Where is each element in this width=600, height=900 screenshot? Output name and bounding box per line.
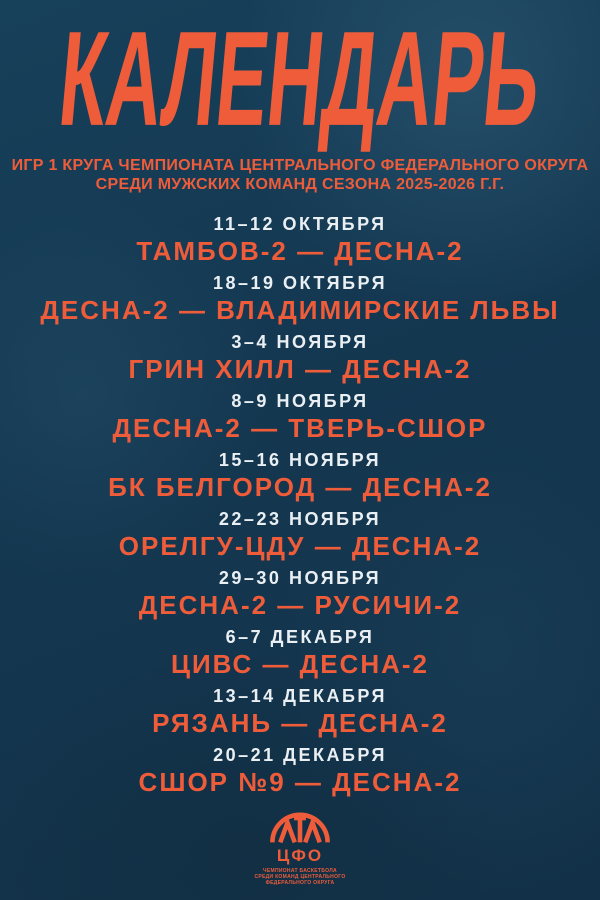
match-teams: ГРИН ХИЛЛ — ДЕСНА-2 xyxy=(128,354,472,384)
cfo-logo-text: ЦФО xyxy=(276,846,324,865)
logo-caption-line-3: ФЕДЕРАЛЬНОГО ОКРУГА xyxy=(265,880,335,886)
match-dates: 15–16 НОЯБРЯ xyxy=(218,450,382,470)
schedule-item xyxy=(171,627,429,678)
match-teams: ДЕСНА-2 — ВЛАДИМИРСКИЕ ЛЬВЫ xyxy=(40,295,560,325)
match-dates: 8–9 НОЯБРЯ xyxy=(231,391,369,411)
schedule-item xyxy=(108,450,492,501)
schedule-item xyxy=(139,568,461,619)
footer-logo-block xyxy=(0,799,600,886)
subtitle-line-1: ИГР 1 КРУГА ЧЕМПИОНАТА ЦЕНТРАЛЬНОГО ФЕДЕРАЛЬНОГО ОКРУГА xyxy=(11,157,589,174)
match-teams: ДЕСНА-2 — РУСИЧИ-2 xyxy=(138,590,462,620)
schedule-item xyxy=(139,745,462,796)
match-dates: 18–19 ОКТЯБРЯ xyxy=(212,273,388,293)
subtitle-line-2: СРЕДИ МУЖСКИХ КОМАНД СЕЗОНА 2025-2026 Г.Г. xyxy=(95,176,505,193)
match-teams: СШОР №9 — ДЕСНА-2 xyxy=(138,767,462,797)
schedule-item xyxy=(119,509,482,560)
schedule-item xyxy=(128,332,471,383)
match-teams: ОРЕЛГУ-ЦДУ — ДЕСНА-2 xyxy=(118,531,482,561)
match-teams: РЯЗАНЬ — ДЕСНА-2 xyxy=(152,708,448,738)
schedule-item xyxy=(40,273,559,324)
match-teams: ЦИВС — ДЕСНА-2 xyxy=(170,649,429,679)
page-title: КАЛЕНДАРЬ xyxy=(53,3,547,154)
match-dates: 6–7 ДЕКАБРЯ xyxy=(225,627,375,647)
match-dates: 13–14 ДЕКАБРЯ xyxy=(213,686,387,706)
poster-subtitle xyxy=(12,156,589,194)
logo-caption-line-2: СРЕДИ КОМАНД ЦЕНТРАЛЬНОГО xyxy=(254,874,346,880)
schedule-item xyxy=(113,391,488,442)
match-teams: ТАМБОВ-2 — ДЕСНА-2 xyxy=(136,236,464,266)
match-dates: 20–21 ДЕКАБРЯ xyxy=(213,745,387,765)
match-teams: БК БЕЛГОРОД — ДЕСНА-2 xyxy=(108,472,492,502)
match-dates: 29–30 НОЯБРЯ xyxy=(218,568,382,588)
match-dates: 3–4 НОЯБРЯ xyxy=(231,332,369,352)
schedule-item xyxy=(152,686,448,737)
logo-caption xyxy=(254,868,345,886)
logo-caption-line-1: ЧЕМПИОНАТ БАСКЕТБОЛА xyxy=(263,868,337,874)
schedule-item xyxy=(136,214,463,265)
basketball-dome-icon xyxy=(267,799,333,845)
match-teams: ДЕСНА-2 — ТВЕРЬ-СШОР xyxy=(112,413,488,443)
match-dates: 11–12 ОКТЯБРЯ xyxy=(213,214,387,234)
match-dates: 22–23 НОЯБРЯ xyxy=(218,509,382,529)
match-schedule-list xyxy=(40,214,559,804)
